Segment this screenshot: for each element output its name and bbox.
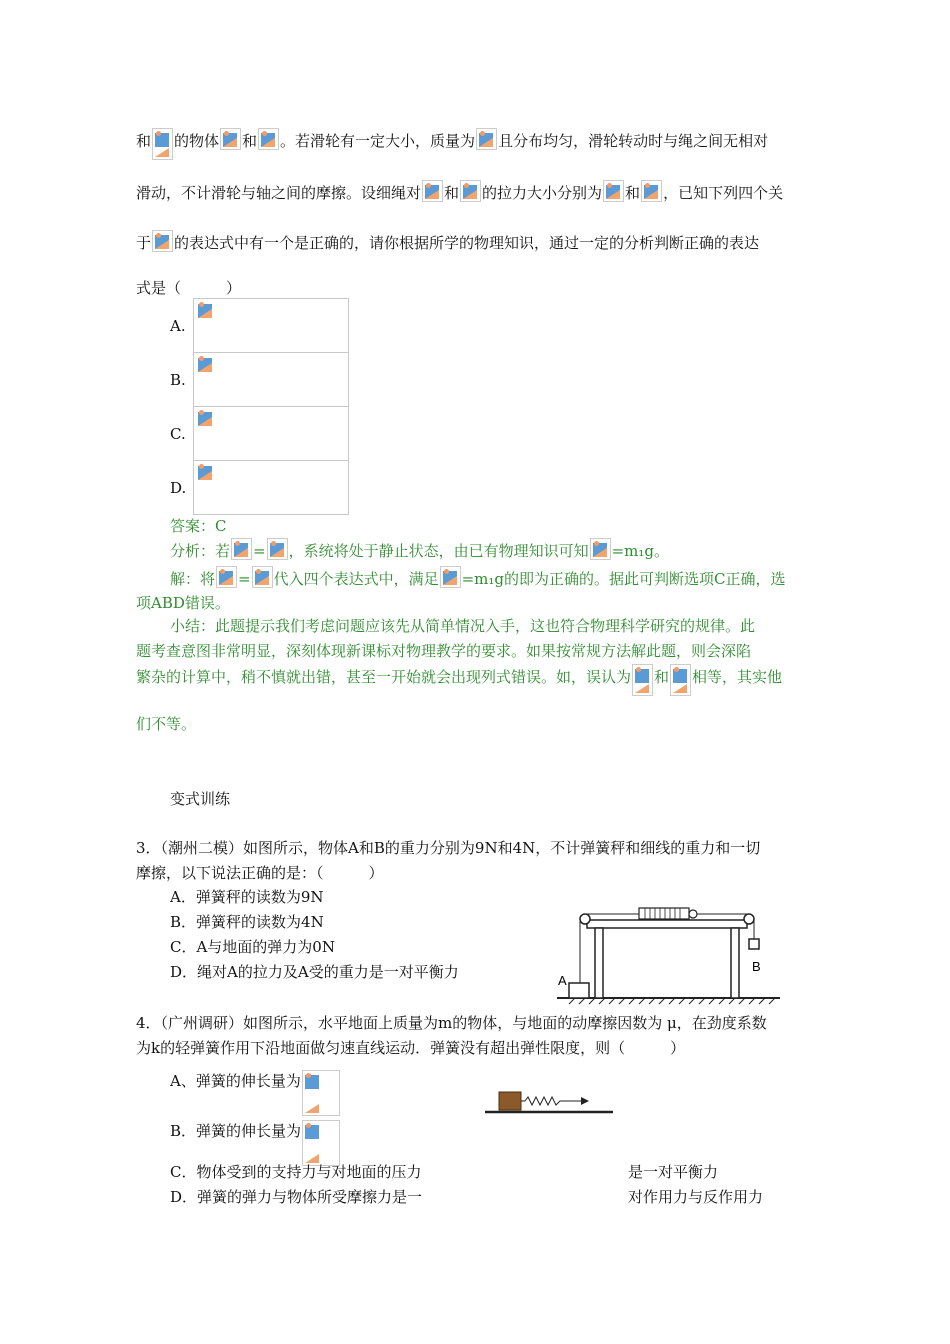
summary-line4: 们不等。 bbox=[136, 715, 197, 733]
text: 繁杂的计算中，稍不慎就出错，甚至一开始就会出现列式错误。如，误认为 bbox=[136, 668, 632, 686]
text: 的物体 bbox=[174, 132, 220, 150]
q3-option-a: A．弹簧秤的读数为9N bbox=[170, 888, 324, 906]
broken-image-icon bbox=[670, 664, 691, 696]
broken-image-icon bbox=[641, 180, 662, 202]
text: 和 bbox=[242, 132, 258, 150]
text: 相等，其实他 bbox=[692, 668, 783, 686]
text: 于 bbox=[136, 234, 152, 252]
option-b-label: B. bbox=[170, 371, 186, 389]
summary-line2: 题考查意图非常明显，深刻体现新课标对物理教学的要求。如果按常规方法解此题，则会深陷 bbox=[136, 642, 752, 660]
text: = bbox=[253, 542, 266, 560]
text: ，已知下列四个关 bbox=[663, 184, 784, 202]
broken-image-icon bbox=[258, 128, 279, 150]
text: 且分布均匀，滑轮转动时与绳之间无相对 bbox=[498, 132, 769, 150]
broken-image-icon bbox=[196, 408, 215, 428]
option-a-image bbox=[193, 298, 349, 353]
q2-line1 bbox=[136, 128, 768, 160]
text: = bbox=[238, 570, 251, 588]
broken-image-icon bbox=[440, 566, 461, 588]
text: 解：将 bbox=[170, 570, 216, 588]
q4-line1: 4．（广州调研）如图所示，水平地面上质量为m的物体，与地面的动摩擦因数为 μ，在劲度系数 bbox=[136, 1014, 767, 1032]
broken-image-icon bbox=[590, 538, 611, 560]
broken-image-icon bbox=[196, 462, 215, 482]
q4-figure bbox=[483, 1088, 615, 1116]
option-c-image bbox=[193, 406, 349, 461]
text: B．弹簧的伸长量为 bbox=[170, 1122, 302, 1140]
broken-image-icon bbox=[152, 230, 173, 252]
broken-image-icon bbox=[231, 538, 252, 560]
label-b: B bbox=[752, 959, 761, 974]
broken-image-icon bbox=[422, 180, 443, 202]
text: 。若滑轮有一定大小，质量为 bbox=[280, 132, 476, 150]
broken-image-icon bbox=[603, 180, 624, 202]
q3-option-c: C．A与地面的弹力为0N bbox=[170, 938, 335, 956]
text: 和 bbox=[444, 184, 460, 202]
option-b-image bbox=[193, 352, 349, 407]
q2-line4: 式是（ ） bbox=[136, 279, 242, 297]
summary-line1: 小结：此题提示我们考虑问题应该先从简单情况入手，这也符合物理科学研究的规律。此 bbox=[170, 617, 756, 635]
option-a-label: A. bbox=[170, 317, 186, 335]
q2-line2 bbox=[136, 180, 783, 203]
q4-option-c-left: C．物体受到的支持力与对地面的压力 bbox=[170, 1163, 422, 1181]
option-c-label: C. bbox=[170, 425, 186, 443]
text: 和 bbox=[136, 132, 152, 150]
q4-option-a bbox=[170, 1070, 341, 1116]
text: 的表达式中有一个是正确的，请你根据所学的物理知识，通过一定的分析判断正确的表达 bbox=[174, 234, 760, 252]
broken-image-icon bbox=[196, 354, 215, 374]
broken-image-icon bbox=[216, 566, 237, 588]
text: =m₁g。 bbox=[611, 542, 670, 560]
text: 和 bbox=[625, 184, 641, 202]
broken-image-icon bbox=[220, 128, 241, 150]
broken-image-icon bbox=[460, 180, 481, 202]
q3-option-b: B．弹簧秤的读数为4N bbox=[170, 913, 324, 931]
text: 代入四个表达式中，满足 bbox=[273, 570, 439, 588]
q4-line2: 为k的轻弹簧作用下沿地面做匀速直线运动．弹簧没有超出弹性限度，则（ ） bbox=[136, 1039, 686, 1057]
broken-image-icon bbox=[152, 128, 173, 160]
q2-line3 bbox=[136, 230, 759, 253]
solution-line2: 项ABD错误。 bbox=[136, 594, 230, 612]
broken-image-icon bbox=[252, 566, 273, 588]
answer: 答案：C bbox=[170, 517, 227, 535]
text: 和 bbox=[654, 668, 670, 686]
text: ，系统将处于静止状态，由已有物理知识可知 bbox=[288, 542, 589, 560]
label-a: A bbox=[558, 973, 567, 988]
text: 分析：若 bbox=[170, 542, 231, 560]
broken-image-icon bbox=[196, 300, 215, 320]
q4-option-c-right: 是一对平衡力 bbox=[628, 1163, 719, 1181]
option-d-image bbox=[193, 460, 349, 515]
broken-image-icon bbox=[632, 664, 653, 696]
text: A、弹簧的伸长量为 bbox=[170, 1072, 301, 1090]
text: =m₁g的即为正确的。据此可判断选项C正确，选 bbox=[461, 570, 786, 588]
broken-image-icon bbox=[476, 128, 497, 150]
broken-image-icon bbox=[267, 538, 288, 560]
q3-line1: 3．（潮州二模）如图所示，物体A和B的重力分别为9N和4N，不计弹簧秤和细线的重力和一切 bbox=[136, 839, 761, 857]
q3-option-d: D．绳对A的拉力及A受的重力是一对平衡力 bbox=[170, 963, 459, 981]
section-title: 变式训练 bbox=[170, 790, 231, 808]
analysis bbox=[170, 538, 669, 561]
q3-figure bbox=[555, 895, 785, 1005]
summary-line3 bbox=[136, 664, 782, 696]
broken-image-icon bbox=[302, 1070, 340, 1116]
text: 滑动，不计滑轮与轴之间的摩擦。设细绳对 bbox=[136, 184, 422, 202]
solution-line1 bbox=[170, 566, 786, 589]
option-d-label: D. bbox=[170, 479, 187, 497]
broken-image-icon bbox=[302, 1120, 340, 1166]
q3-line2: 摩擦，以下说法正确的是：（ ） bbox=[136, 864, 384, 882]
text: 的拉力大小分别为 bbox=[482, 184, 603, 202]
q4-option-d-right: 对作用力与反作用力 bbox=[628, 1188, 764, 1206]
q4-option-b bbox=[170, 1120, 341, 1166]
q4-option-d-left: D．弹簧的弹力与物体所受摩擦力是一 bbox=[170, 1188, 423, 1206]
